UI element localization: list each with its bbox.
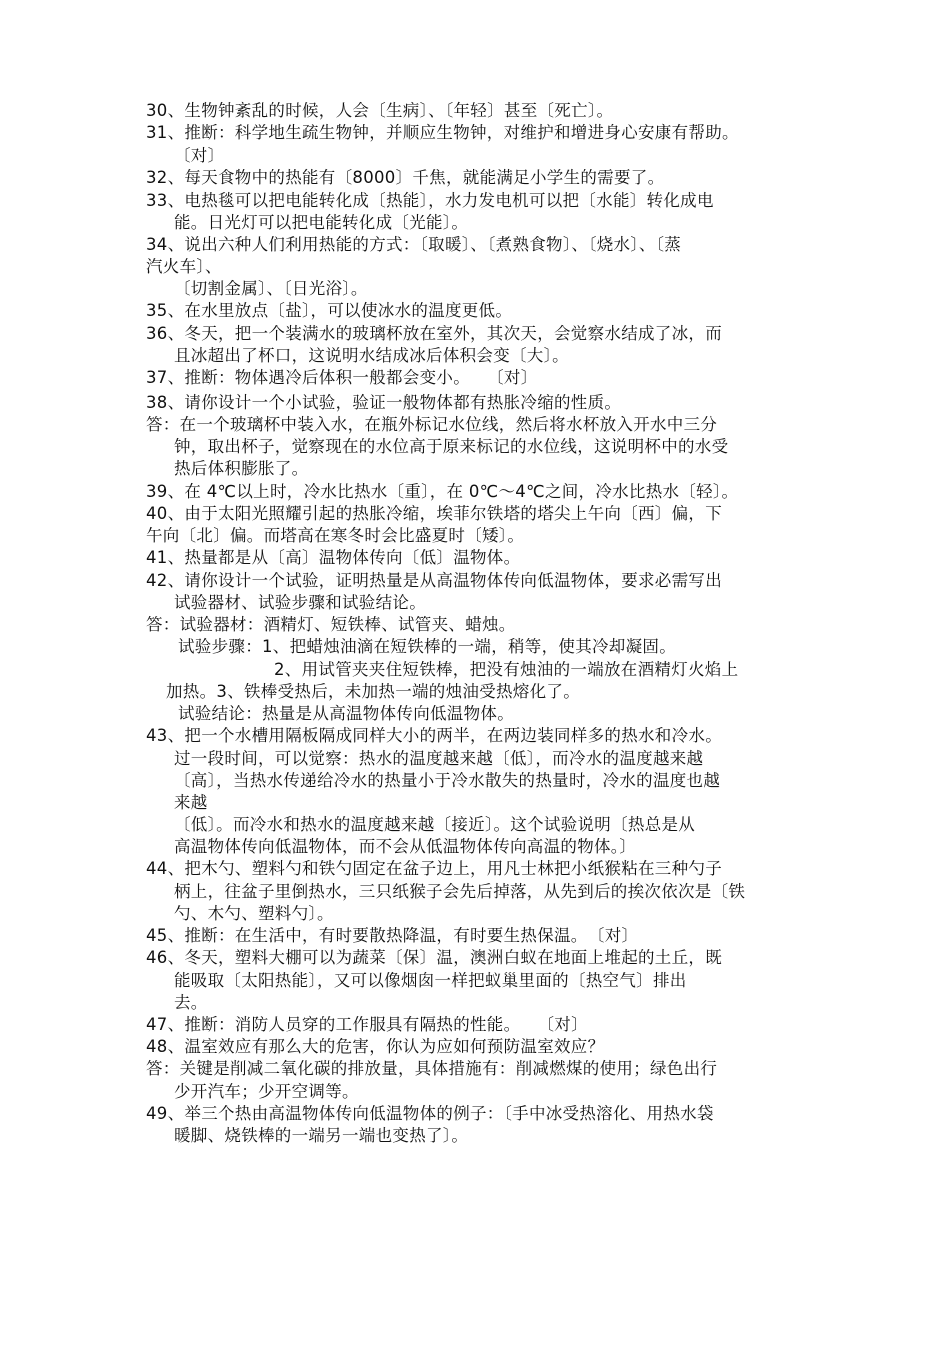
text-line-q47: 47、推断：消防人员穿的工作服具有隔热的性能。 〔对〕 <box>146 1015 588 1034</box>
text-line-q30: 30、生物钟紊乱的时候，人会〔生病〕、〔年轻〕甚至〔死亡〕。 <box>146 101 614 120</box>
text-line-q43-cont4: 〔低〕。而冷水和热水的温度越来越〔接近〕。这个试验说明〔热总是从 <box>174 815 696 834</box>
text-line-q48-answer-cont: 少开汽车；少开空调等。 <box>174 1082 359 1101</box>
text-line-q44: 44、把木勺、塑料勺和铁勺固定在盆子边上，用凡士林把小纸猴粘在三种勺子 <box>146 859 722 878</box>
text-line-q42-cont: 试验器材、试验步骤和试验结论。 <box>174 593 426 612</box>
text-line-q31: 31、推断：科学地生疏生物钟，并顺应生物钟，对维护和增进身心安康有帮助。 <box>146 123 739 142</box>
text-line-q43-cont2: 〔高〕，当热水传递给冷水的热量小于冷水散失的热量时，冷水的温度也越 <box>174 771 721 790</box>
text-line-q43: 43、把一个水槽用隔板隔成同样大小的两半，在两边装同样多的热水和冷水。 <box>146 726 722 745</box>
text-line-q46: 46、冬天，塑料大棚可以为蔬菜〔保〕温，澳洲白蚁在地面上堆起的土丘，既 <box>146 948 722 967</box>
text-line-q48: 48、温室效应有那么大的危害，你认为应如何预防温室效应？ <box>146 1037 605 1056</box>
text-line-q43-cont3: 来越 <box>174 793 208 812</box>
text-line-q46-cont2: 去。 <box>174 993 208 1012</box>
text-line-q36-cont: 且冰超出了杯口，这说明水结成冰后体积会变〔大〕。 <box>174 346 569 365</box>
text-line-q42-answer-step3: 加热。3、铁棒受热后，未加热一端的烛油受热熔化了。 <box>166 682 580 701</box>
text-line-q41: 41、热量都是从〔高〕温物体传向〔低〕温物体。 <box>146 548 521 567</box>
text-line-q34-cont2: 〔切割金属〕、〔日光浴〕。 <box>174 279 368 298</box>
text-line-q42-answer-step2: 2、用试管夹夹住短铁棒，把没有烛油的一端放在酒精灯火焰上 <box>274 660 739 679</box>
text-line-q38-answer: 答：在一个玻璃杯中装入水，在瓶外标记水位线，然后将水杯放入开水中三分 <box>146 415 718 434</box>
text-line-q37: 37、推断：物体遇冷后体积一般都会变小。 〔对〕 <box>146 368 538 387</box>
text-line-q40: 40、由于太阳光照耀引起的热胀冷缩，埃菲尔铁塔的塔尖上午向〔西〕偏，下 <box>146 504 722 523</box>
text-line-q32: 32、每天食物中的热能有〔8000〕千焦，就能满足小学生的需要了。 <box>146 168 665 187</box>
text-line-q45: 45、推断：在生活中，有时要散热降温，有时要生热保温。 〔对〕 <box>146 926 639 945</box>
text-line-q38-answer-cont2: 热后体积膨胀了。 <box>174 459 309 478</box>
text-line-q38: 38、请你设计一个小试验，验证一般物体都有热胀冷缩的性质。 <box>146 393 622 412</box>
text-line-q33: 33、电热毯可以把电能转化成〔热能〕，水力发电机可以把〔水能〕转化成电 <box>146 191 714 210</box>
text-line-q43-cont: 过一段时间，可以觉察：热水的温度越来越〔低〕，而冷水的温度越来越 <box>174 749 704 768</box>
text-line-q46-cont: 能吸取〔太阳热能〕，又可以像烟囱一样把蚁巢里面的〔热空气〕排出 <box>174 971 687 990</box>
text-line-q34-cont: 汽火车〕、 <box>146 257 222 276</box>
text-line-q42-answer-steps: 试验步骤：1、把蜡烛油滴在短铁棒的一端，稍等，使其冷却凝固。 <box>178 637 676 656</box>
text-line-q49-cont: 暖脚、烧铁棒的一端另一端也变热了〕。 <box>174 1126 469 1145</box>
text-line-q34: 34、说出六种人们利用热能的方式：〔取暖〕、〔煮熟食物〕、〔烧水〕、〔蒸 <box>146 235 682 254</box>
text-line-q42: 42、请你设计一个试验，证明热量是从高温物体传向低温物体，要求必需写出 <box>146 571 722 590</box>
text-line-q42-answer-materials: 答：试验器材：酒精灯、短铁棒、试管夹、蜡烛。 <box>146 615 516 634</box>
text-line-q49: 49、举三个热由高温物体传向低温物体的例子：〔手中冰受热溶化、用热水袋 <box>146 1104 714 1123</box>
text-line-q43-cont5: 高温物体传向低温物体，而不会从低温物体传向高温的物体。〕 <box>174 837 637 856</box>
text-line-q40-cont: 午向〔北〕偏。而塔高在寒冬时会比盛夏时〔矮〕。 <box>146 526 525 545</box>
text-line-q38-answer-cont: 钟，取出杯子，觉察现在的水位高于原来标记的水位线，这说明杯中的水受 <box>174 437 729 456</box>
text-line-q39: 39、在 4℃以上时，冷水比热水〔重〕，在 0℃～4℃之间，冷水比热水〔轻〕。 <box>146 482 739 501</box>
text-line-q44-cont: 柄上，往盆子里倒热水，三只纸猴子会先后掉落，从先到后的挨次依次是〔铁 <box>174 882 746 901</box>
text-line-q42-answer-conclusion: 试验结论：热量是从高温物体传向低温物体。 <box>178 704 514 723</box>
text-line-q31-cont: 〔对〕 <box>174 146 225 165</box>
text-line-q44-cont2: 勺、木勺、塑料勺〕。 <box>174 904 334 923</box>
text-line-q48-answer: 答：关键是削减二氧化碳的排放量，具体措施有：削减燃煤的使用；绿色出行 <box>146 1059 718 1078</box>
text-line-q33-cont: 能。日光灯可以把电能转化成〔光能〕。 <box>174 213 469 232</box>
text-line-q36: 36、冬天，把一个装满水的玻璃杯放在室外，其次天，会觉察水结成了冰，而 <box>146 324 722 343</box>
text-line-q35: 35、在水里放点〔盐〕，可以使冰水的温度更低。 <box>146 301 513 320</box>
